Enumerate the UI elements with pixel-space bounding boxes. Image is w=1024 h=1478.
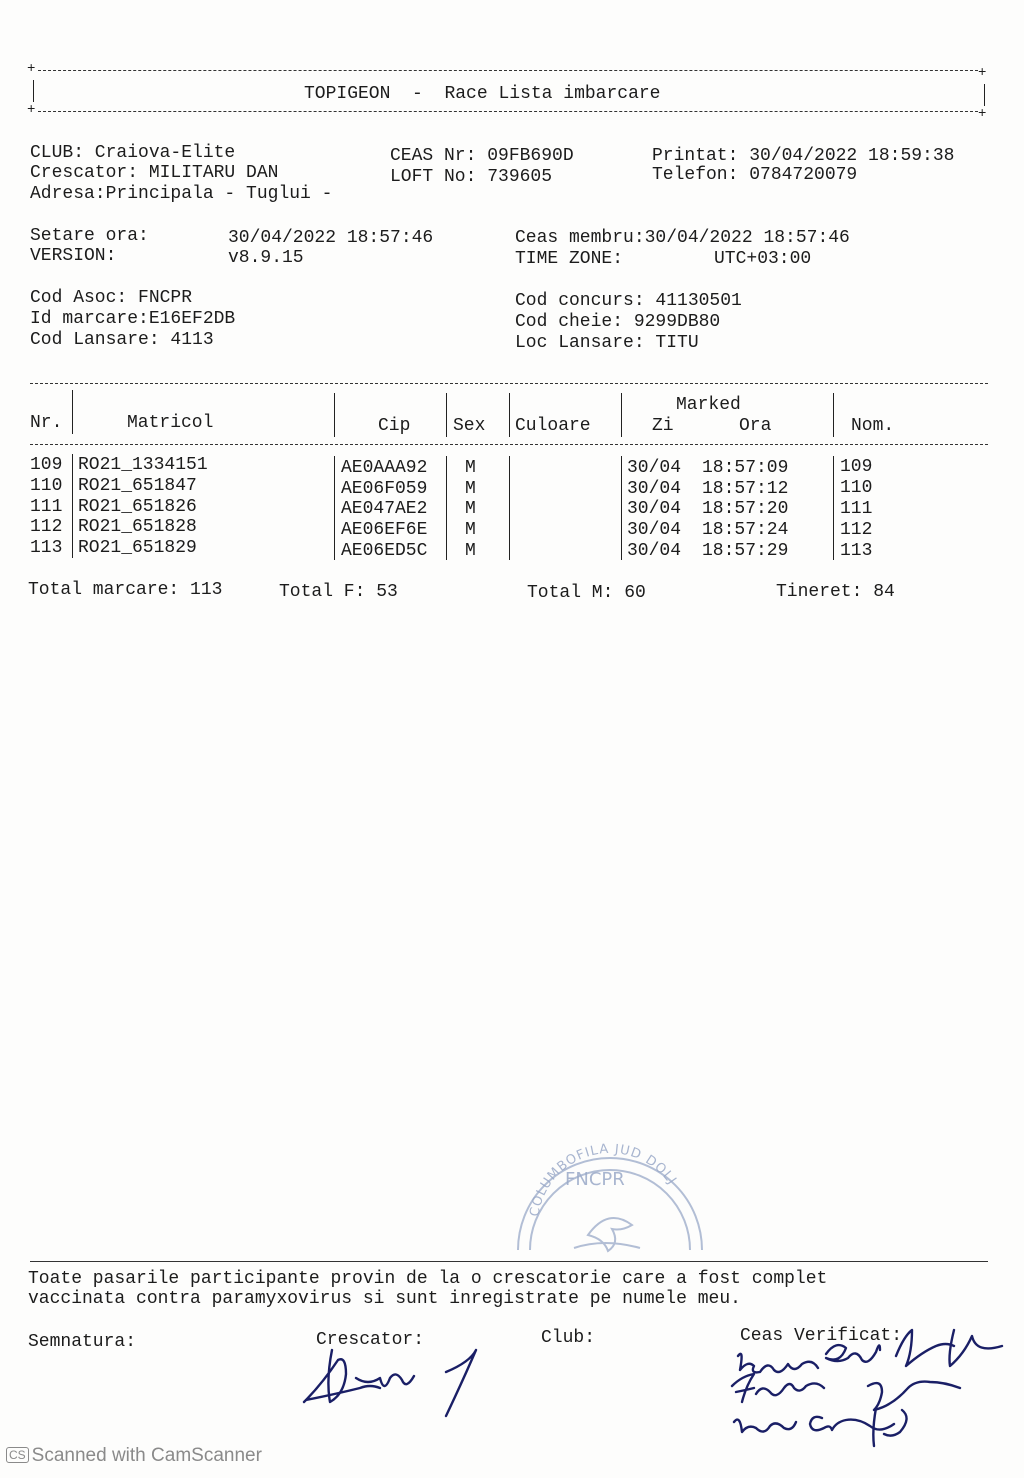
header-ora: Ora: [739, 416, 772, 436]
column-separator: [509, 393, 510, 437]
cell-zi: 30/04: [627, 479, 682, 499]
cell-cip: AE06ED5C: [341, 541, 428, 561]
cell-ora: 18:57:24: [702, 520, 789, 540]
cod-concurs: Cod concurs: 41130501: [515, 291, 742, 311]
camscanner-text: Scanned with CamScanner: [31, 1445, 262, 1466]
cell-ora: 18:57:12: [702, 479, 789, 499]
header-zi: Zi: [652, 416, 674, 436]
cell-sex: M: [465, 499, 476, 519]
cell-nom: 113: [840, 541, 873, 561]
header-sex: Sex: [453, 416, 486, 436]
header-culoare: Culoare: [515, 416, 591, 436]
cell-matricol: RO21_651829: [78, 538, 197, 558]
cell-nr: 113: [30, 538, 63, 558]
cell-cip: AE06F059: [341, 479, 428, 499]
header-title-line: [304, 84, 661, 104]
setare-ora-label: Setare ora:: [30, 226, 149, 246]
cod-cheie: Cod cheie: 9299DB80: [515, 312, 721, 332]
column-separator: [509, 456, 510, 560]
ceas-nr: CEAS Nr: 09FB690D: [390, 146, 574, 166]
brand-name: TOPIGEON: [304, 84, 391, 104]
crescator-signature: [296, 1342, 496, 1424]
column-separator: [72, 390, 73, 434]
header-cip: Cip: [378, 416, 411, 436]
cell-ora: 18:57:29: [702, 541, 789, 561]
header-top-border: [38, 70, 978, 71]
table-header-border: [30, 444, 988, 445]
column-separator: [621, 393, 622, 437]
time-zone-value: UTC+03:00: [714, 249, 812, 269]
cell-cip: AE0AAA92: [341, 458, 428, 478]
version-label: VERSION:: [30, 246, 117, 266]
cell-nr: 111: [30, 497, 63, 517]
footer-divider: [30, 1261, 988, 1262]
cell-matricol: RO21_651847: [78, 476, 197, 496]
column-separator: [446, 393, 447, 437]
cell-nom: 110: [840, 478, 873, 498]
corner-mark: +: [978, 106, 987, 122]
cell-cip: AE06EF6E: [341, 520, 428, 540]
ceas-verificat-signatures: [726, 1326, 1016, 1450]
time-zone-label: TIME ZONE:: [515, 249, 624, 269]
cell-ora: 18:57:20: [702, 499, 789, 519]
version-value: v8.9.15: [228, 248, 304, 268]
column-separator: [446, 456, 447, 560]
header-bottom-border: [38, 111, 978, 112]
cell-nr: 112: [30, 517, 63, 537]
crescator-signature-label: Crescator:: [316, 1330, 425, 1350]
stamp-arc-text: COLUMBOFILA JUD DOLJ: [527, 1141, 680, 1218]
cell-matricol: RO21_1334151: [78, 455, 208, 475]
crescator-line: Crescator: MILITARU DAN: [30, 163, 279, 183]
cell-nr: 109: [30, 455, 63, 475]
club-signature-label: Club:: [541, 1328, 596, 1348]
cell-matricol: RO21_651826: [78, 497, 197, 517]
cell-ora: 18:57:09: [702, 458, 789, 478]
declaration-line-2: vaccinata contra paramyxovirus si sunt inregistrate pe numele meu.: [28, 1289, 741, 1309]
header-nr: Nr.: [30, 413, 63, 433]
ceas-verificat-label: Ceas Verificat:: [740, 1326, 903, 1346]
camscanner-icon: CS: [6, 1447, 29, 1463]
semnatura-label: Semnatura:: [28, 1332, 137, 1352]
stamp-center-text: FNCPR: [565, 1169, 625, 1190]
cell-nom: 109: [840, 457, 873, 477]
cell-nom: 111: [840, 499, 873, 519]
printat: Printat: 30/04/2022 18:59:38: [652, 146, 955, 166]
cod-lansare: Cod Lansare: 4113: [30, 330, 214, 350]
cell-zi: 30/04: [627, 541, 682, 561]
column-separator: [72, 454, 73, 558]
club-line: CLUB: Craiova-Elite: [30, 143, 236, 163]
column-separator: [621, 456, 622, 560]
declaration-line-1: Toate pasarile participante provin de la o crescatorie care a fost complet: [28, 1269, 828, 1289]
header-marked: Marked: [676, 395, 741, 415]
header-right-border: [984, 84, 985, 106]
cell-sex: M: [465, 541, 476, 561]
cod-asoc: Cod Asoc: FNCPR: [30, 288, 193, 308]
corner-mark: +: [978, 65, 987, 81]
fncpr-stamp: [508, 1130, 708, 1270]
telefon: Telefon: 0784720079: [652, 165, 858, 185]
loft-no: LOFT No: 739605: [390, 167, 553, 187]
tineret: Tineret: 84: [776, 582, 895, 602]
corner-mark: +: [27, 102, 36, 118]
cell-zi: 30/04: [627, 499, 682, 519]
cell-cip: AE047AE2: [341, 499, 428, 519]
id-marcare: Id marcare:E16EF2DB: [30, 309, 236, 329]
ceas-membru: Ceas membru:30/04/2022 18:57:46: [515, 228, 850, 248]
cell-sex: M: [465, 479, 476, 499]
report-title: Race Lista imbarcare: [444, 84, 661, 104]
cell-zi: 30/04: [627, 520, 682, 540]
camscanner-watermark: [6, 1446, 262, 1466]
cell-nr: 110: [30, 476, 63, 496]
column-separator: [334, 393, 335, 437]
header-separator: -: [412, 84, 423, 104]
total-f: Total F: 53: [279, 582, 398, 602]
adresa-line: Adresa:Principala - Tuglui -: [30, 184, 333, 204]
cell-sex: M: [465, 520, 476, 540]
cell-nom: 112: [840, 520, 873, 540]
cell-matricol: RO21_651828: [78, 517, 197, 537]
loc-lansare: Loc Lansare: TITU: [515, 333, 699, 353]
header-matricol: Matricol: [127, 413, 214, 433]
table-top-border: [30, 383, 988, 384]
header-left-border: [33, 80, 34, 102]
cell-sex: M: [465, 458, 476, 478]
cell-zi: 30/04: [627, 458, 682, 478]
total-m: Total M: 60: [527, 583, 646, 603]
header-nom: Nom.: [851, 416, 895, 436]
column-separator: [334, 456, 335, 560]
column-separator: [833, 456, 834, 560]
column-separator: [833, 393, 834, 437]
total-marcare: Total marcare: 113: [28, 580, 223, 600]
corner-mark: +: [27, 61, 36, 77]
setare-ora-value: 30/04/2022 18:57:46: [228, 228, 434, 248]
